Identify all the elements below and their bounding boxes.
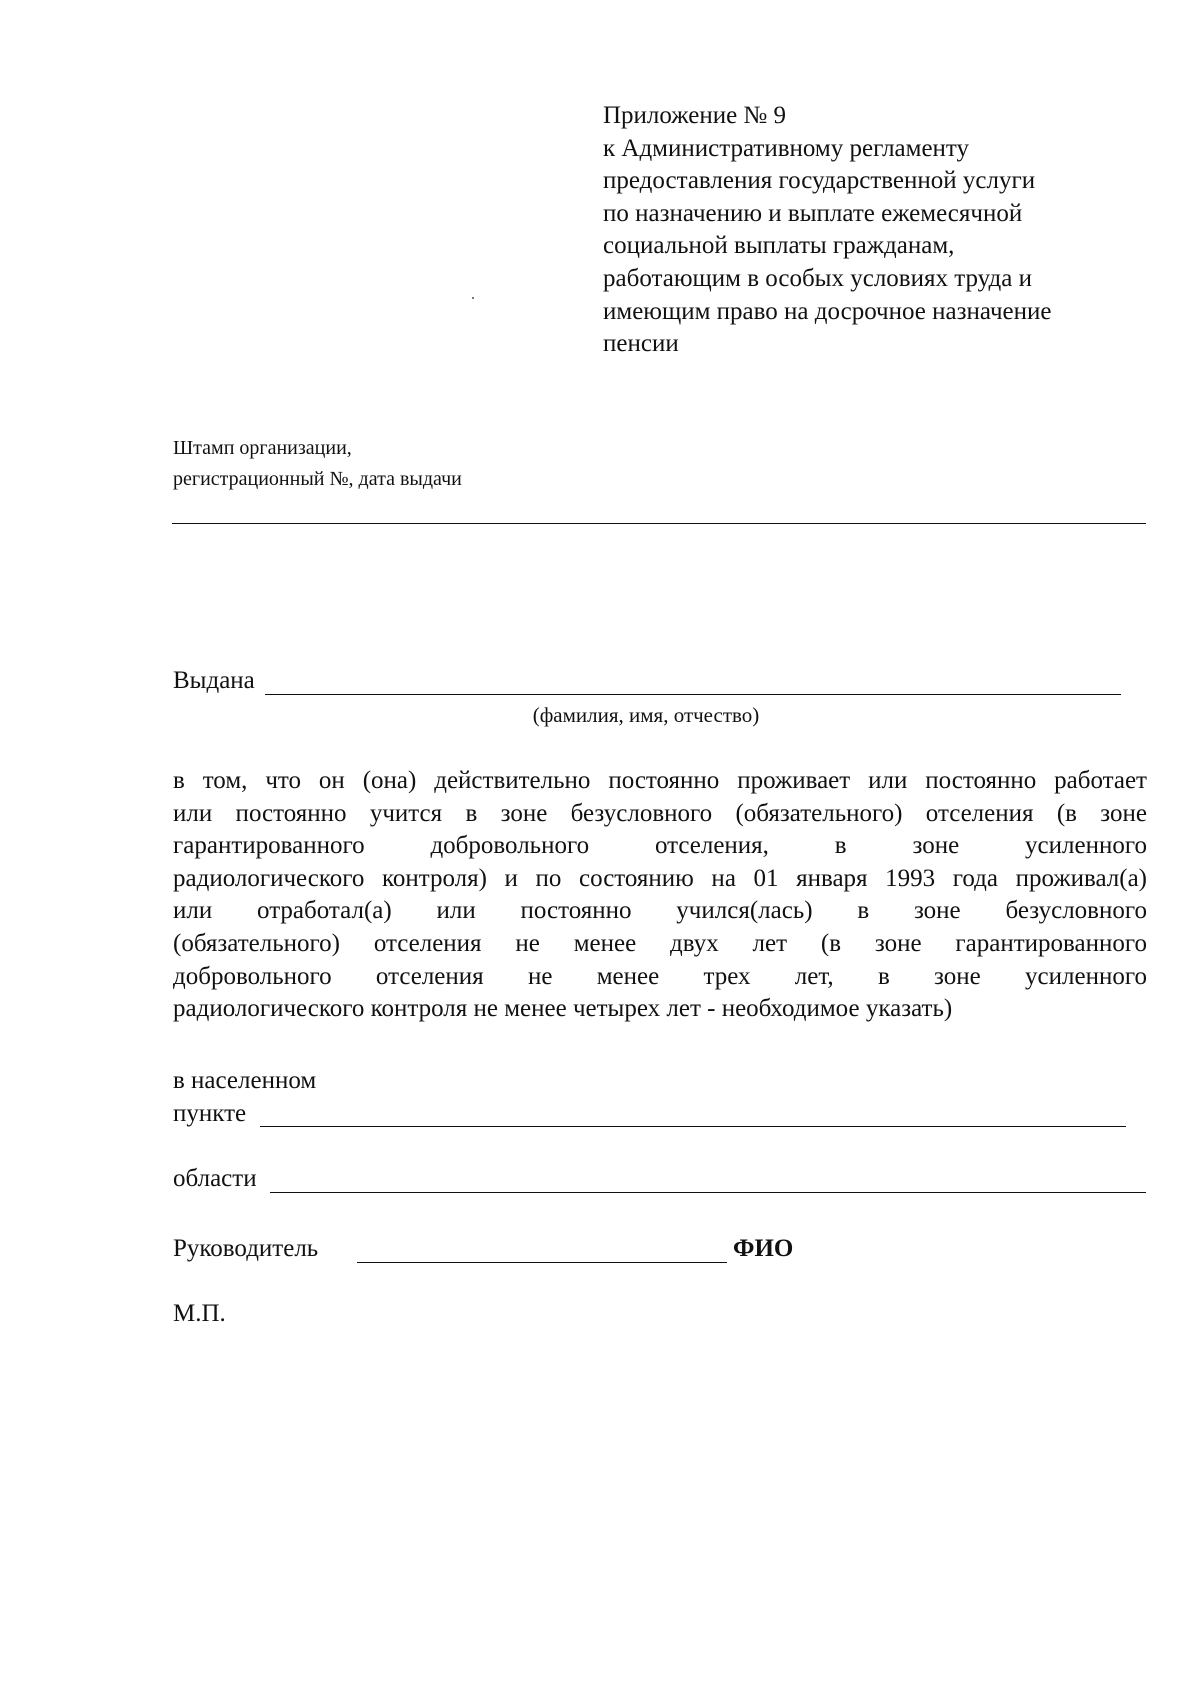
settlement-field-line[interactable] xyxy=(260,1126,1126,1127)
certificate-body xyxy=(173,765,1147,1026)
body-line: (обязательного) отселения не менее двух лет (в зоне гарантированного xyxy=(173,929,1147,957)
settlement-label-point: пункте xyxy=(173,1100,247,1127)
issued-label: Выдана xyxy=(173,667,255,694)
region-label: области xyxy=(173,1165,257,1192)
appendix-line: работающим в особых условиях труда и xyxy=(603,264,1033,292)
appendix-header xyxy=(603,100,1123,361)
stamp-registration-label: регистрационный №, дата выдачи xyxy=(173,468,462,490)
head-fio-label: ФИО xyxy=(733,1235,794,1262)
head-signature-line[interactable] xyxy=(357,1262,727,1263)
appendix-line: пенсии xyxy=(603,330,679,358)
issued-caption-text: (фамилия, имя, отчество) xyxy=(532,703,760,727)
stamp-divider-line xyxy=(172,523,1146,524)
body-line: гарантированного добровольного отселения, в зоне усиленного xyxy=(173,832,1147,860)
appendix-line: предоставления государственной услуги xyxy=(603,167,1036,195)
body-line: или постоянно учится в зоне безусловного (обязательного) отселения (в зоне xyxy=(173,799,1147,827)
body-line: добровольного отселения не менее трех лет, в зоне усиленного xyxy=(173,962,1147,990)
settlement-label: в населенном xyxy=(173,1067,317,1094)
body-line: радиологического контроля не менее четырех лет - необходимое указать) xyxy=(173,995,953,1023)
body-line: или отработал(а) или постоянно учился(лась) в зоне безусловного xyxy=(173,897,1147,925)
appendix-line: Приложение № 9 xyxy=(603,102,787,129)
appendix-line: имеющим право на досрочное назначение xyxy=(603,297,1052,325)
head-label: Руководитель xyxy=(173,1235,319,1262)
region-field-line[interactable] xyxy=(270,1192,1146,1193)
seal-label: М.П. xyxy=(173,1300,226,1327)
appendix-line: социальной выплаты гражданам, xyxy=(603,232,955,260)
body-line: радиологического контроля) и по состоянию на 01 января 1993 года проживал(а) xyxy=(173,864,1147,892)
stamp-block xyxy=(173,433,462,495)
appendix-line: к Административному регламенту xyxy=(603,134,970,162)
issued-name-field-line[interactable] xyxy=(265,694,1121,695)
body-line: в том, что он (она) действительно постоянно проживает или постоянно работает xyxy=(173,767,1147,794)
appendix-line: по назначению и выплате ежемесячной xyxy=(603,199,1023,227)
stamp-label: Штамп организации, xyxy=(173,437,352,459)
scan-speck xyxy=(472,297,474,299)
issued-caption xyxy=(0,701,1200,729)
